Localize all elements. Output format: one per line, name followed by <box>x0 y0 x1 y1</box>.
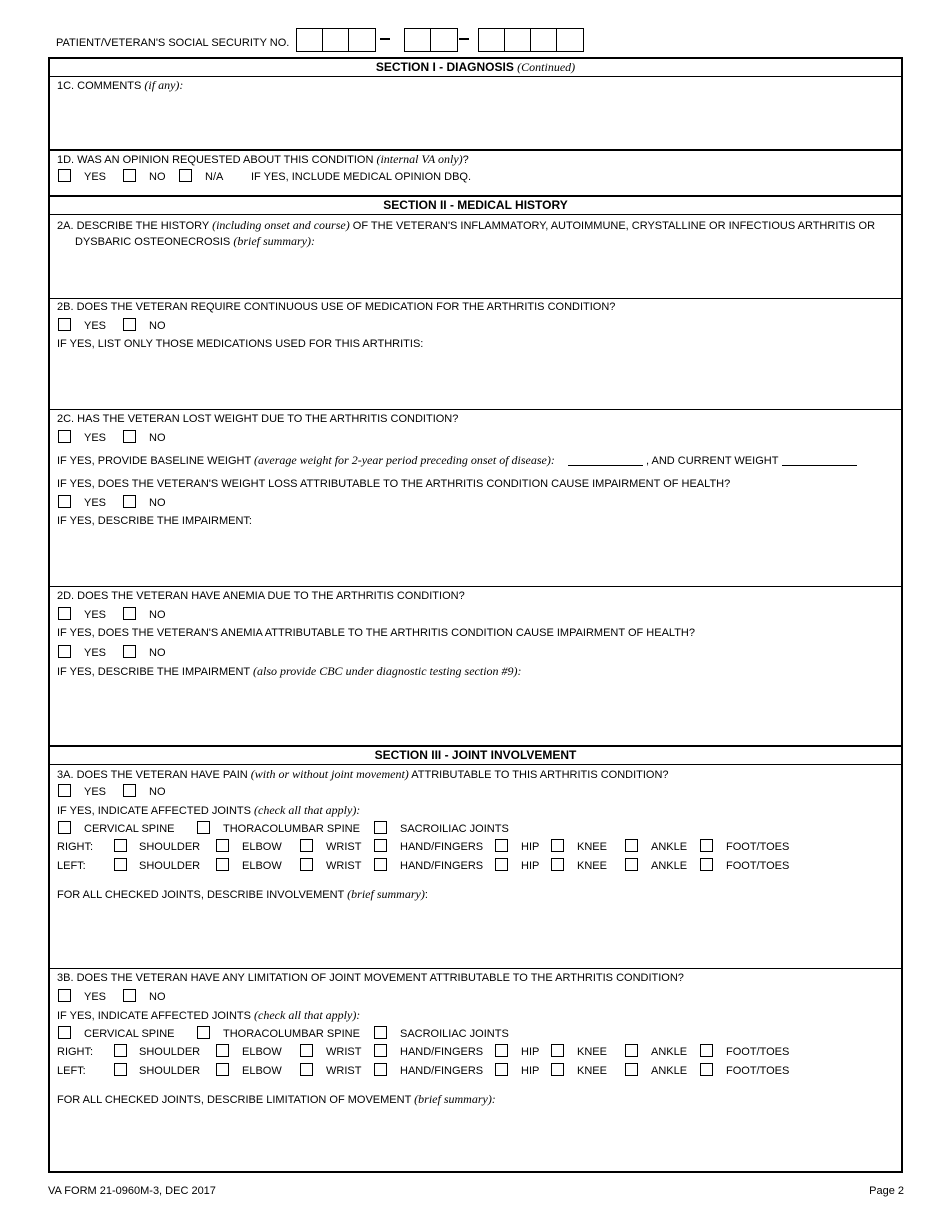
q3b-right-ankle-checkbox[interactable] <box>625 1044 638 1057</box>
q3a-note: (with or without joint movement) <box>250 767 409 781</box>
q3b-left-shoulder-label: SHOULDER <box>139 1065 201 1077</box>
ssn-digit-box[interactable] <box>349 29 375 51</box>
q3a-right-foot-checkbox[interactable] <box>700 839 713 852</box>
q3b-left-shoulder-checkbox[interactable] <box>114 1063 127 1076</box>
ssn-digit-box[interactable] <box>297 29 323 51</box>
q3b-right-shoulder-checkbox[interactable] <box>114 1044 127 1057</box>
q3b-left-hip-checkbox[interactable] <box>495 1063 508 1076</box>
q2c-no-label: NO <box>149 432 166 444</box>
ssn-area-group[interactable] <box>296 28 376 52</box>
q3a-right-label: RIGHT: <box>57 841 94 853</box>
q2d-describe-note: (also provide CBC under diagnostic testing section #9): <box>253 664 522 678</box>
q3a-cervical-checkbox[interactable] <box>58 821 71 834</box>
q3a-no-label: NO <box>149 786 166 798</box>
q1d-na-label: N/A <box>205 171 224 183</box>
q2c-current-label: , AND CURRENT WEIGHT <box>646 455 779 467</box>
q3b-cervical-checkbox[interactable] <box>58 1026 71 1039</box>
q3a-yes-checkbox[interactable] <box>58 784 71 797</box>
q3a-left-hand-label: HAND/FINGERS <box>400 860 484 872</box>
q3b-left-knee-label: KNEE <box>577 1065 607 1077</box>
q3b-right-ankle-label: ANKLE <box>651 1046 688 1058</box>
q3a-part2: ATTRIBUTABLE TO THIS ARTHRITIS CONDITION? <box>411 769 669 781</box>
divider <box>50 298 901 299</box>
form-frame <box>48 57 903 1173</box>
q3a-left-knee-label: KNEE <box>577 860 607 872</box>
q2c-impair-question: IF YES, DOES THE VETERAN'S WEIGHT LOSS ATTRIBUTABLE TO THE ARTHRITIS CONDITION CAUSE IMPAIRMENT OF HEALTH? <box>57 478 731 490</box>
q3a-thoracolumbar-label: THORACOLUMBAR SPINE <box>223 823 360 835</box>
section1-title: SECTION I - DIAGNOSIS <box>375 60 514 74</box>
q3a-left-ankle-label: ANKLE <box>651 860 688 872</box>
q1d-question <box>57 152 469 167</box>
ssn-digit-box[interactable] <box>405 29 431 51</box>
q1d-yes-checkbox[interactable] <box>58 169 71 182</box>
q2c-impair-no-checkbox[interactable] <box>123 495 136 508</box>
q2d-no-label: NO <box>149 609 166 621</box>
page-number: Page 2 <box>869 1185 904 1197</box>
q3a-right-shoulder-checkbox[interactable] <box>114 839 127 852</box>
q2d-impair-no-checkbox[interactable] <box>123 645 136 658</box>
q2a-note2: (brief summary): <box>233 234 315 248</box>
q3a-left-elbow-label: ELBOW <box>242 860 282 872</box>
q3a-left-wrist-label: WRIST <box>326 860 362 872</box>
q3b-left-hip-label: HIP <box>521 1065 540 1077</box>
q3a-left-wrist-checkbox[interactable] <box>300 858 313 871</box>
q1d-note: (internal VA only) <box>376 152 463 166</box>
q3b-left-label: LEFT: <box>57 1065 86 1077</box>
q2c-impair-no-label: NO <box>149 497 166 509</box>
q3a-indicate-note: (check all that apply): <box>254 803 361 817</box>
q1d-label: 1D. WAS AN OPINION REQUESTED ABOUT THIS CONDITION <box>57 154 374 166</box>
q3a-describe-end: : <box>424 889 428 901</box>
section3-header <box>50 747 901 765</box>
form-id: VA FORM 21-0960M-3, DEC 2017 <box>48 1185 216 1197</box>
q3b-right-elbow-label: ELBOW <box>242 1046 282 1058</box>
ssn-digit-box[interactable] <box>557 29 583 51</box>
q3b-right-wrist-checkbox[interactable] <box>300 1044 313 1057</box>
q3b-describe <box>57 1092 496 1107</box>
q1d-yes-label: YES <box>84 171 107 183</box>
current-weight-input[interactable] <box>782 465 857 466</box>
q2d-impair-yes-label: YES <box>84 647 107 659</box>
q3a-no-checkbox[interactable] <box>123 784 136 797</box>
q3a-cervical-label: CERVICAL SPINE <box>84 823 175 835</box>
q3b-right-hip-checkbox[interactable] <box>495 1044 508 1057</box>
q3b-right-hip-label: HIP <box>521 1046 540 1058</box>
q2c-yes-label: YES <box>84 432 107 444</box>
q1d-na-checkbox[interactable] <box>179 169 192 182</box>
q2d-impair-question: IF YES, DOES THE VETERAN'S ANEMIA ATTRIBUTABLE TO THE ARTHRITIS CONDITION CAUSE IMPAIRMENT OF HEALTH? <box>57 627 695 639</box>
q2b-no-label: NO <box>149 320 166 332</box>
q3b-left-wrist-checkbox[interactable] <box>300 1063 313 1076</box>
ssn-digit-box[interactable] <box>431 29 457 51</box>
q3b-thoracolumbar-label: THORACOLUMBAR SPINE <box>223 1028 360 1040</box>
q3b-right-elbow-checkbox[interactable] <box>216 1044 229 1057</box>
ssn-dash <box>459 38 469 40</box>
q3b-right-foot-label: FOOT/TOES <box>726 1046 790 1058</box>
q3b-right-shoulder-label: SHOULDER <box>139 1046 201 1058</box>
q3b-left-wrist-label: WRIST <box>326 1065 362 1077</box>
q3b-no-checkbox[interactable] <box>123 989 136 1002</box>
q3a-left-ankle-checkbox[interactable] <box>625 858 638 871</box>
q2d-impair-no-label: NO <box>149 647 166 659</box>
q2b-yes-checkbox[interactable] <box>58 318 71 331</box>
section2-title: SECTION II - MEDICAL HISTORY <box>383 198 568 212</box>
q3b-cervical-label: CERVICAL SPINE <box>84 1028 175 1040</box>
divider <box>50 409 901 410</box>
q2a-line2: DYSBARIC OSTEONECROSIS <box>75 236 231 248</box>
ssn-digit-box[interactable] <box>323 29 349 51</box>
q3b-sacroiliac-label: SACROILIAC JOINTS <box>400 1028 509 1040</box>
q2c-no-checkbox[interactable] <box>123 430 136 443</box>
ssn-digit-box[interactable] <box>505 29 531 51</box>
q3a-describe-label: FOR ALL CHECKED JOINTS, DESCRIBE INVOLVEMENT <box>57 889 345 901</box>
q3a-question <box>57 767 669 782</box>
q3a-yes-label: YES <box>84 786 107 798</box>
q3a-left-knee-checkbox[interactable] <box>551 858 564 871</box>
q2b-followup: IF YES, LIST ONLY THOSE MEDICATIONS USED FOR THIS ARTHRITIS: <box>57 338 424 350</box>
q3a-sacroiliac-checkbox[interactable] <box>374 821 387 834</box>
q3b-right-wrist-label: WRIST <box>326 1046 362 1058</box>
q3a-describe <box>57 887 428 902</box>
q2c-impair-yes-label: YES <box>84 497 107 509</box>
q2d-yes-checkbox[interactable] <box>58 607 71 620</box>
q1c-label-text: 1C. COMMENTS <box>57 80 142 92</box>
section2-header <box>50 197 901 215</box>
q3a-right-knee-label: KNEE <box>577 841 607 853</box>
q3a-right-hand-checkbox[interactable] <box>374 839 387 852</box>
q3b-left-knee-checkbox[interactable] <box>551 1063 564 1076</box>
q3a-right-knee-checkbox[interactable] <box>551 839 564 852</box>
q3a-right-wrist-label: WRIST <box>326 841 362 853</box>
q2a-question <box>57 218 887 250</box>
q3a-right-hand-label: HAND/FINGERS <box>400 841 484 853</box>
q3b-right-label: RIGHT: <box>57 1046 94 1058</box>
q2d-question: 2D. DOES THE VETERAN HAVE ANEMIA DUE TO THE ARTHRITIS CONDITION? <box>57 590 465 602</box>
q3a-left-elbow-checkbox[interactable] <box>216 858 229 871</box>
q2a-part2: OF THE VETERAN'S INFLAMMATORY, AUTOIMMUNE, CRYSTALLINE OR INFECTIOUS ARTHRITIS OR <box>352 220 876 232</box>
q3a-indicate <box>57 803 360 818</box>
q3a-sacroiliac-label: SACROILIAC JOINTS <box>400 823 509 835</box>
q3a-left-shoulder-label: SHOULDER <box>139 860 201 872</box>
q2d-describe <box>57 664 522 679</box>
q3b-left-ankle-checkbox[interactable] <box>625 1063 638 1076</box>
q2c-describe: IF YES, DESCRIBE THE IMPAIRMENT: <box>57 515 252 527</box>
q2d-yes-label: YES <box>84 609 107 621</box>
q2c-baseline-label: IF YES, PROVIDE BASELINE WEIGHT <box>57 455 251 467</box>
q3b-right-knee-checkbox[interactable] <box>551 1044 564 1057</box>
q3b-left-foot-checkbox[interactable] <box>700 1063 713 1076</box>
section1-title-note: (Continued) <box>517 60 576 74</box>
q1c-note: (if any): <box>144 78 184 92</box>
q3a-right-elbow-checkbox[interactable] <box>216 839 229 852</box>
q3a-right-ankle-checkbox[interactable] <box>625 839 638 852</box>
q3b-describe-label: FOR ALL CHECKED JOINTS, DESCRIBE LIMITATION OF MOVEMENT <box>57 1094 412 1106</box>
q1d-end: ? <box>462 154 469 166</box>
q3a-right-wrist-checkbox[interactable] <box>300 839 313 852</box>
q3b-right-knee-label: KNEE <box>577 1046 607 1058</box>
q3b-indicate-label: IF YES, INDICATE AFFECTED JOINTS <box>57 1010 251 1022</box>
ssn-group-group[interactable] <box>404 28 458 52</box>
q3a-left-hand-checkbox[interactable] <box>374 858 387 871</box>
divider <box>50 968 901 969</box>
q2c-baseline-note: (average weight for 2-year period preceding onset of disease): <box>254 453 555 467</box>
q3b-indicate <box>57 1008 360 1023</box>
q2d-no-checkbox[interactable] <box>123 607 136 620</box>
q2c-impair-yes-checkbox[interactable] <box>58 495 71 508</box>
divider <box>50 149 901 151</box>
q3b-describe-note: (brief summary): <box>414 1092 496 1106</box>
ssn-serial-group[interactable] <box>478 28 584 52</box>
q3b-right-hand-checkbox[interactable] <box>374 1044 387 1057</box>
q3a-thoracolumbar-checkbox[interactable] <box>197 821 210 834</box>
ssn-label: PATIENT/VETERAN'S SOCIAL SECURITY NO. <box>56 37 290 49</box>
q2b-question: 2B. DOES THE VETERAN REQUIRE CONTINUOUS USE OF MEDICATION FOR THE ARTHRITIS CONDITION? <box>57 301 616 313</box>
q3b-right-foot-checkbox[interactable] <box>700 1044 713 1057</box>
q3a-left-hip-checkbox[interactable] <box>495 858 508 871</box>
q2c-baseline-row <box>57 453 555 468</box>
q3b-yes-checkbox[interactable] <box>58 989 71 1002</box>
q3a-left-foot-label: FOOT/TOES <box>726 860 790 872</box>
q3b-sacroiliac-checkbox[interactable] <box>374 1026 387 1039</box>
q3a-indicate-label: IF YES, INDICATE AFFECTED JOINTS <box>57 805 251 817</box>
q3b-left-elbow-checkbox[interactable] <box>216 1063 229 1076</box>
q3a-right-hip-label: HIP <box>521 841 540 853</box>
q3a-right-ankle-label: ANKLE <box>651 841 688 853</box>
q3a-part1: 3A. DOES THE VETERAN HAVE PAIN <box>57 769 248 781</box>
q3b-left-elbow-label: ELBOW <box>242 1065 282 1077</box>
q1d-instruction: IF YES, INCLUDE MEDICAL OPINION DBQ. <box>251 171 472 183</box>
q3b-left-ankle-label: ANKLE <box>651 1065 688 1077</box>
divider <box>50 586 901 587</box>
q2d-describe-label: IF YES, DESCRIBE THE IMPAIRMENT <box>57 666 250 678</box>
q3a-right-elbow-label: ELBOW <box>242 841 282 853</box>
q3a-right-shoulder-label: SHOULDER <box>139 841 201 853</box>
q3b-indicate-note: (check all that apply): <box>254 1008 361 1022</box>
q3a-right-foot-label: FOOT/TOES <box>726 841 790 853</box>
q1d-no-label: NO <box>149 171 166 183</box>
q3a-left-foot-checkbox[interactable] <box>700 858 713 871</box>
q2d-impair-yes-checkbox[interactable] <box>58 645 71 658</box>
q3b-question: 3B. DOES THE VETERAN HAVE ANY LIMITATION OF JOINT MOVEMENT ATTRIBUTABLE TO THE ARTHRITIS CONDITION? <box>57 972 684 984</box>
q3b-left-foot-label: FOOT/TOES <box>726 1065 790 1077</box>
section3-title: SECTION III - JOINT INVOLVEMENT <box>374 748 577 762</box>
q3b-right-hand-label: HAND/FINGERS <box>400 1046 484 1058</box>
q3a-left-label: LEFT: <box>57 860 86 872</box>
q3a-left-shoulder-checkbox[interactable] <box>114 858 127 871</box>
q3b-left-hand-label: HAND/FINGERS <box>400 1065 484 1077</box>
q3a-left-hip-label: HIP <box>521 860 540 872</box>
ssn-dash <box>380 38 390 40</box>
q1d-no-checkbox[interactable] <box>123 169 136 182</box>
q2b-no-checkbox[interactable] <box>123 318 136 331</box>
q3b-left-hand-checkbox[interactable] <box>374 1063 387 1076</box>
q1c-label <box>57 78 183 93</box>
ssn-digit-box[interactable] <box>479 29 505 51</box>
q2c-yes-checkbox[interactable] <box>58 430 71 443</box>
q2b-yes-label: YES <box>84 320 107 332</box>
q3b-yes-label: YES <box>84 991 107 1003</box>
q2a-part1: 2A. DESCRIBE THE HISTORY <box>57 220 210 232</box>
q2a-note1: (including onset and course) <box>212 218 350 232</box>
baseline-weight-input[interactable] <box>568 465 643 466</box>
q3b-thoracolumbar-checkbox[interactable] <box>197 1026 210 1039</box>
q2c-question: 2C. HAS THE VETERAN LOST WEIGHT DUE TO THE ARTHRITIS CONDITION? <box>57 413 459 425</box>
q3b-no-label: NO <box>149 991 166 1003</box>
section1-header <box>50 59 901 77</box>
ssn-digit-box[interactable] <box>531 29 557 51</box>
q3a-right-hip-checkbox[interactable] <box>495 839 508 852</box>
q3a-describe-note: (brief summary) <box>347 887 425 901</box>
